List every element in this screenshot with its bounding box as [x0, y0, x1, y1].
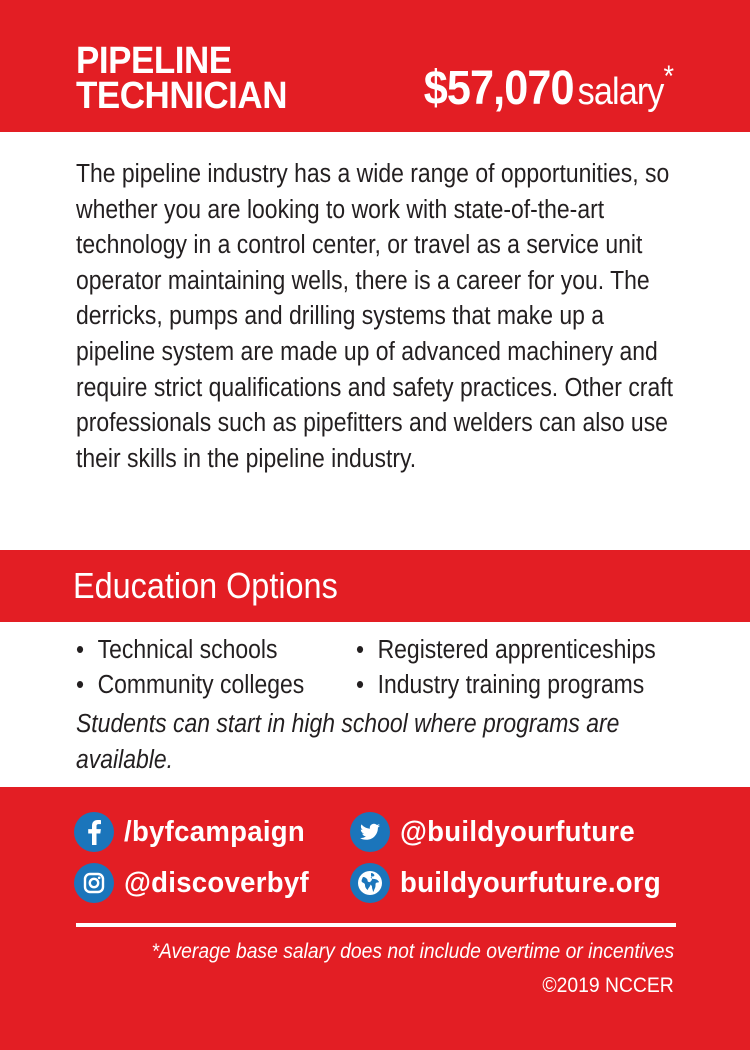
- education-item-label: Community colleges: [97, 671, 305, 699]
- bullet: •: [76, 636, 85, 664]
- instagram-handle: @discoverbyf: [124, 866, 309, 899]
- website-link[interactable]: [350, 863, 675, 903]
- footer: [0, 787, 750, 1050]
- copyright: ©2019 NCCER: [542, 974, 674, 997]
- facebook-link[interactable]: [74, 812, 315, 852]
- twitter-link[interactable]: [350, 812, 647, 852]
- twitter-handle: @buildyourfuture: [400, 815, 635, 848]
- education-item: [356, 633, 656, 668]
- twitter-icon: [350, 812, 390, 852]
- facebook-handle: /byfcampaign: [124, 815, 306, 848]
- education-column-left: [76, 633, 304, 703]
- instagram-icon: [74, 863, 114, 903]
- education-item: [356, 668, 656, 703]
- bullet: •: [356, 636, 365, 664]
- bullet: •: [356, 671, 365, 699]
- education-note: Students can start in high school where programs are available.: [76, 710, 620, 774]
- bullet: •: [76, 671, 85, 699]
- header-banner: [0, 0, 750, 132]
- education-item-label: Registered apprenticeships: [377, 636, 656, 664]
- job-title-line1: PIPELINE: [76, 40, 232, 82]
- salary-disclaimer: *Average base salary does not include overtime or incentives: [151, 940, 674, 963]
- salary-amount: $57,070: [423, 62, 574, 115]
- job-title-line2: TECHNICIAN: [76, 75, 287, 117]
- facebook-icon: [74, 812, 114, 852]
- job-description: The pipeline industry has a wide range of opportunities, so whether you are looking to work with state-of-the-art technology in a control center, or travel as a service unit operator maintaining wells, there is a career for you. The derricks, pumps and drilling systems that make up a pipeline system are made up of advanced machinery and require strict qualifications and safety practices. Other craft professionals such as pipefitters and welders can also use their skills in the pipeline industry.: [76, 160, 673, 473]
- education-item: [76, 668, 304, 703]
- education-item-label: Technical schools: [97, 636, 278, 664]
- footer-divider: [76, 923, 676, 927]
- education-column-right: [356, 633, 656, 703]
- education-item: [76, 633, 304, 668]
- job-title: [76, 40, 287, 117]
- instagram-link[interactable]: [74, 863, 319, 903]
- education-title: Education Options: [73, 565, 338, 606]
- salary: [424, 60, 674, 116]
- education-banner: [0, 550, 750, 622]
- website-url: buildyourfuture.org: [400, 866, 661, 899]
- globe-icon: [350, 863, 390, 903]
- salary-asterisk: *: [663, 60, 674, 93]
- education-item-label: Industry training programs: [377, 671, 645, 699]
- salary-word: salary: [577, 71, 664, 113]
